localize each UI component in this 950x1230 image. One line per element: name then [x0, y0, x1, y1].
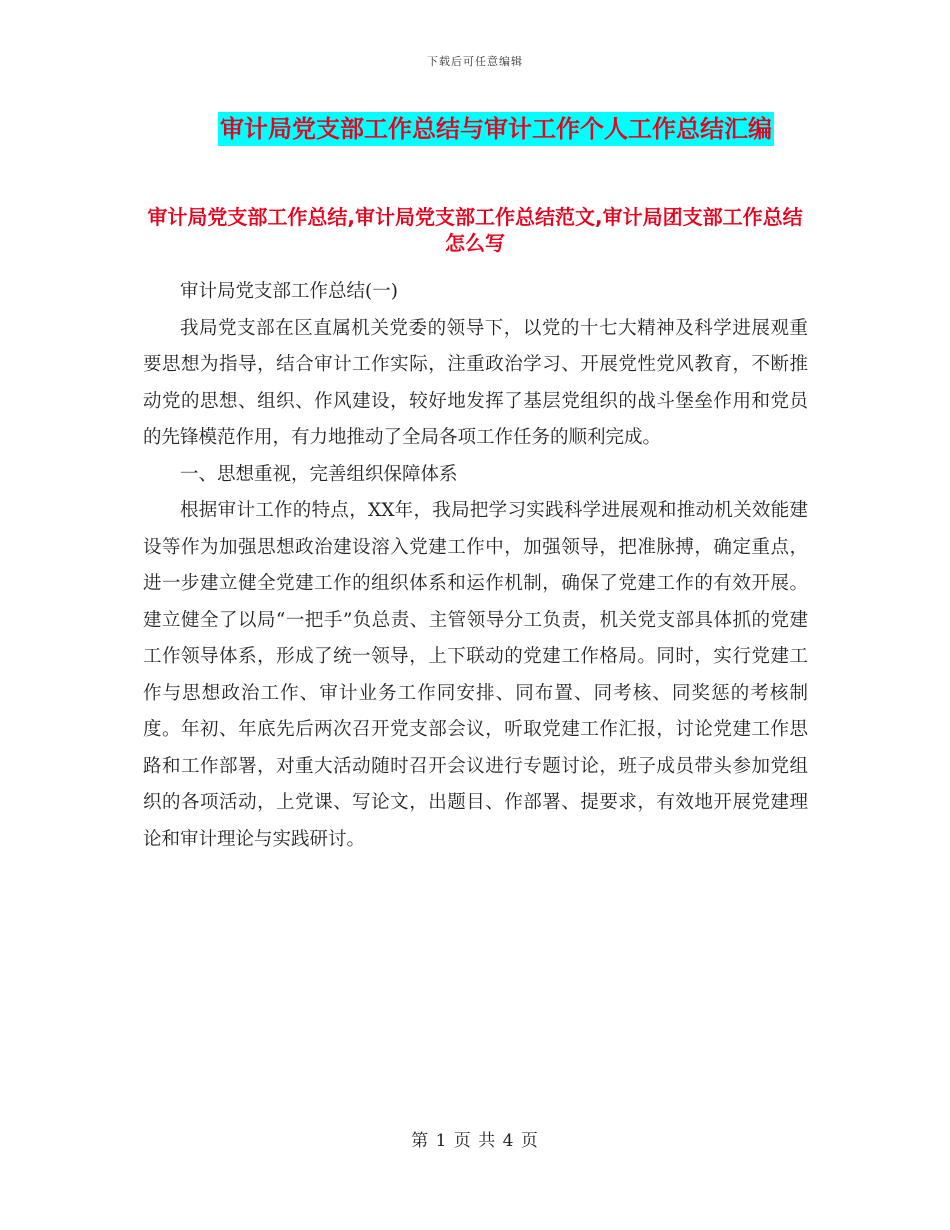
document-body	[143, 274, 808, 858]
page-header-note: 下载后可任意编辑	[427, 55, 523, 68]
body-paragraph-organization: 根据审计工作的特点，XX年，我局把学习实践科学进展观和推动机关效能建设等作为加强思想政治建设溶入党建工作中，加强领导，把准脉搏，确定重点，进一步建立健全党建工作的组织体系和运作机制，确保了党建工作的有效开展。建立健全了以局“一把手”负总责、主管领导分工负责，机关党支部具体抓的党建工作领导体系，形成了统一领导，上下联动的党建工作格局。同时，实行党建工作与思想政治工作、审计业务工作同安排、同布置、同考核、同奖惩的考核制度。年初、年底先后两次召开党支部会议，听取党建工作汇报，讨论党建工作思路和工作部署，对重大活动随时召开会议进行专题讨论，班子成员带头参加党组织的各项活动，上党课、写论文，出题目、作部署、提要求，有效地开展党建理论和审计理论与实践研讨。	[143, 500, 808, 850]
section-heading-1: 审计局党支部工作总结(一)	[180, 281, 398, 302]
subtitle: 审计局党支部工作总结,审计局党支部工作总结范文,审计局团支部工作总结怎么写	[147, 205, 803, 255]
page-number-footer: 第 1 页 共 4 页	[411, 1131, 539, 1151]
main-title-container	[0, 112, 950, 146]
section-heading-2: 一、思想重视，完善组织保障体系	[180, 463, 458, 485]
body-paragraph-intro: 我局党支部在区直属机关党委的领导下，以党的十七大精神及科学进展观重要思想为指导，结合审计工作实际，注重政治学习、开展党性党风教育，不断推动党的思想、组织、作风建设，较好地发挥了基层党组织的战斗堡垒作用和党员的先锋模范作用，有力地推动了全局各项工作任务的顺利完成。	[143, 317, 808, 448]
main-title: 审计局党支部工作总结与审计工作个人工作总结汇编	[218, 112, 774, 146]
